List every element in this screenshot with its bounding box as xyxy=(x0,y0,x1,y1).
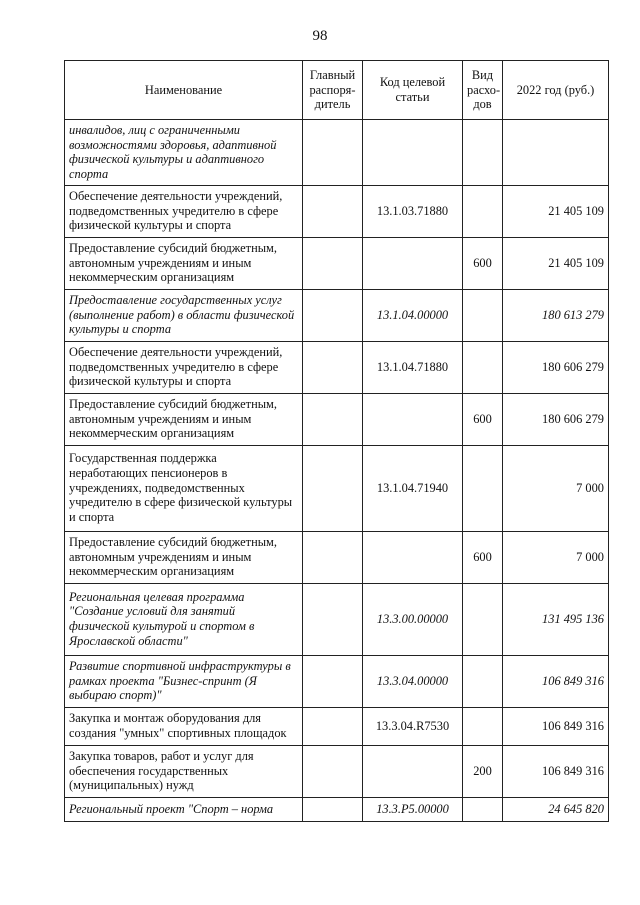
row-code: 13.3.04.00000 xyxy=(363,655,463,707)
header-name: Наименование xyxy=(65,61,303,120)
row-code: 13.3.00.00000 xyxy=(363,583,463,655)
row-amount: 106 849 316 xyxy=(503,707,609,745)
page-number: 98 xyxy=(312,28,328,44)
row-admin xyxy=(303,237,363,289)
row-amount: 106 849 316 xyxy=(503,745,609,797)
row-admin xyxy=(303,583,363,655)
budget-table xyxy=(64,60,609,822)
row-expense-type xyxy=(463,289,503,341)
row-code xyxy=(363,745,463,797)
table-header xyxy=(65,61,609,120)
row-name: Предоставление субсидий бюджетным, автономным учреждениям и иным некоммерческим организациям xyxy=(65,237,303,289)
row-expense-type xyxy=(463,707,503,745)
row-amount: 131 495 136 xyxy=(503,583,609,655)
row-name: Региональный проект "Спорт – норма xyxy=(65,797,303,821)
row-admin xyxy=(303,707,363,745)
table-row xyxy=(65,707,609,745)
row-expense-type xyxy=(463,120,503,186)
row-code: 13.1.04.71940 xyxy=(363,445,463,531)
row-name: Предоставление государственных услуг (выполнение работ) в области физической культуры и спорта xyxy=(65,289,303,341)
table-row xyxy=(65,531,609,583)
table-row xyxy=(65,797,609,821)
row-amount: 21 405 109 xyxy=(503,185,609,237)
row-name: Региональная целевая программа "Создание условий для занятий физической культурой и спортом в Ярославской области" xyxy=(65,583,303,655)
row-admin xyxy=(303,797,363,821)
row-name: Развитие спортивной инфраструктуры в рамках проекта "Бизнес-спринт (Я выбираю спорт)" xyxy=(65,655,303,707)
row-expense-type xyxy=(463,185,503,237)
row-code: 13.3.04.R7530 xyxy=(363,707,463,745)
row-admin xyxy=(303,745,363,797)
row-admin xyxy=(303,531,363,583)
row-expense-type: 600 xyxy=(463,531,503,583)
row-admin xyxy=(303,655,363,707)
table-row xyxy=(65,583,609,655)
row-code: 13.3.P5.00000 xyxy=(363,797,463,821)
header-expense-type: Вид расхо-дов xyxy=(463,61,503,120)
header-code: Код целевой статьи xyxy=(363,61,463,120)
row-name: Предоставление субсидий бюджетным, автономным учреждениям и иным некоммерческим организациям xyxy=(65,393,303,445)
row-code xyxy=(363,531,463,583)
row-amount: 7 000 xyxy=(503,445,609,531)
table-row xyxy=(65,745,609,797)
row-amount: 24 645 820 xyxy=(503,797,609,821)
table-row xyxy=(65,289,609,341)
row-code: 13.1.04.71880 xyxy=(363,341,463,393)
row-name: Обеспечение деятельности учреждений, подведомственных учредителю в сфере физической культуры и спорта xyxy=(65,185,303,237)
row-expense-type xyxy=(463,583,503,655)
row-amount: 180 613 279 xyxy=(503,289,609,341)
row-amount: 106 849 316 xyxy=(503,655,609,707)
table-row xyxy=(65,341,609,393)
table-row xyxy=(65,120,609,186)
table-row xyxy=(65,237,609,289)
row-code xyxy=(363,120,463,186)
table-row xyxy=(65,393,609,445)
row-name: инвалидов, лиц с ограниченными возможностями здоровья, адаптивной физической культуры и адаптивного спорта xyxy=(65,120,303,186)
table-row xyxy=(65,445,609,531)
row-name: Государственная поддержка неработающих пенсионеров в учреждениях, подведомственных учредителю в сфере физической культуры и спорта xyxy=(65,445,303,531)
row-expense-type xyxy=(463,445,503,531)
row-name: Обеспечение деятельности учреждений, подведомственных учредителю в сфере физической культуры и спорта xyxy=(65,341,303,393)
row-admin xyxy=(303,445,363,531)
row-admin xyxy=(303,341,363,393)
row-code xyxy=(363,237,463,289)
row-code: 13.1.03.71880 xyxy=(363,185,463,237)
table-row xyxy=(65,185,609,237)
table-row xyxy=(65,655,609,707)
row-expense-type: 600 xyxy=(463,393,503,445)
header-admin: Главный распоря-дитель xyxy=(303,61,363,120)
row-amount: 21 405 109 xyxy=(503,237,609,289)
row-amount xyxy=(503,120,609,186)
row-amount: 180 606 279 xyxy=(503,341,609,393)
row-code xyxy=(363,393,463,445)
row-amount: 7 000 xyxy=(503,531,609,583)
row-admin xyxy=(303,393,363,445)
row-expense-type: 600 xyxy=(463,237,503,289)
row-expense-type: 200 xyxy=(463,745,503,797)
header-amount-2022: 2022 год (руб.) xyxy=(503,61,609,120)
row-admin xyxy=(303,289,363,341)
row-expense-type xyxy=(463,341,503,393)
row-name: Закупка товаров, работ и услуг для обеспечения государственных (муниципальных) нужд xyxy=(65,745,303,797)
row-expense-type xyxy=(463,797,503,821)
row-expense-type xyxy=(463,655,503,707)
row-name: Предоставление субсидий бюджетным, автономным учреждениям и иным некоммерческим организациям xyxy=(65,531,303,583)
row-admin xyxy=(303,185,363,237)
table-body xyxy=(65,120,609,822)
row-amount: 180 606 279 xyxy=(503,393,609,445)
row-admin xyxy=(303,120,363,186)
row-name: Закупка и монтаж оборудования для создания "умных" спортивных площадок xyxy=(65,707,303,745)
row-code: 13.1.04.00000 xyxy=(363,289,463,341)
